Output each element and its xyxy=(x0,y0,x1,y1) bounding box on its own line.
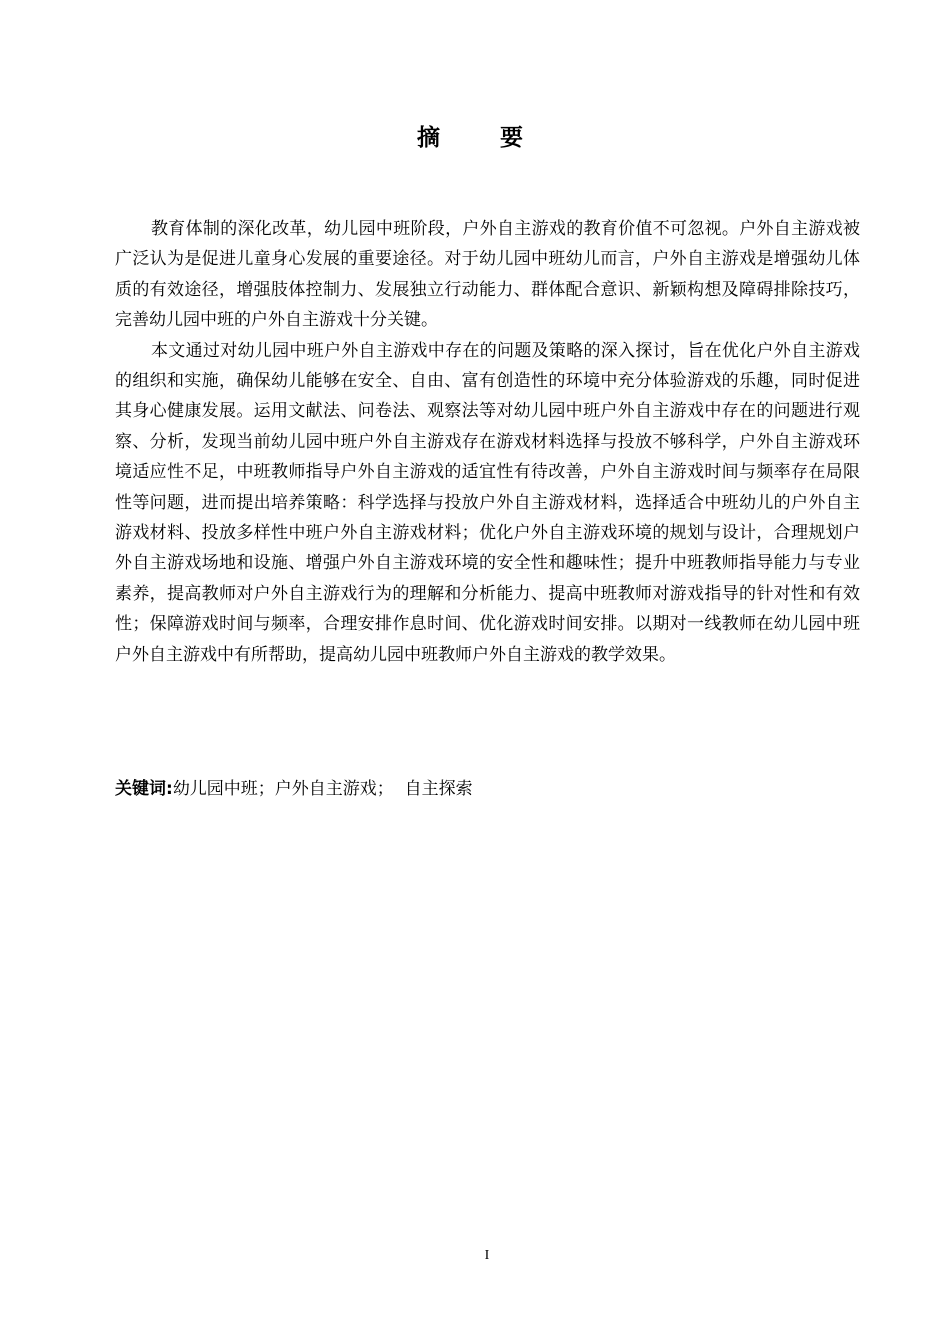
page-number: I xyxy=(484,1248,490,1263)
keywords-label: 关键词: xyxy=(115,779,173,799)
abstract-paragraph-1: 教育体制的深化改革，幼儿园中班阶段，户外自主游戏的教育价值不可忽视。户外自主游戏被广泛认为是促进儿童身心发展的重要途径。对于幼儿园中班幼儿而言，户外自主游戏是增强幼儿体质的有效途径，增强肢体控制力、发展独立行动能力、群体配合意识、新颖构想及障碍排除技巧，完善幼儿园中班的户外自主游戏十分关键。 xyxy=(115,219,860,331)
keywords-values: 幼儿园中班；户外自主游戏； 自主探索 xyxy=(172,779,473,799)
abstract-body xyxy=(115,214,860,670)
keywords-line xyxy=(115,774,860,804)
abstract-paragraph-2: 本文通过对幼儿园中班户外自主游戏中存在的问题及策略的深入探讨，旨在优化户外自主游戏的组织和实施，确保幼儿能够在安全、自由、富有创造性的环境中充分体验游戏的乐趣，同时促进其身心健康发展。运用文献法、问卷法、观察法等对幼儿园中班户外自主游戏中存在的问题进行观察、分析，发现当前幼儿园中班户外自主游戏存在游戏材料选择与投放不够科学，户外自主游戏环境适应性不足，中班教师指导户外自主游戏的适宜性有待改善，户外自主游戏时间与频率存在局限性等问题，进而提出培养策略：科学选择与投放户外自主游戏材料，选择适合中班幼儿的户外自主游戏材料、投放多样性中班户外自主游戏材料；优化户外自主游戏环境的规划与设计，合理规划户外自主游戏场地和设施、增强户外自主游戏环境的安全性和趣味性；提升中班教师指导能力与专业素养，提高教师对户外自主游戏行为的理解和分析能力、提高中班教师对游戏指导的针对性和有效性；保障游戏时间与频率，合理安排作息时间、优化游戏时间安排。以期对一线教师在幼儿园中班户外自主游戏中有所帮助，提高幼儿园中班教师户外自主游戏的教学效果。 xyxy=(115,340,860,665)
abstract-title: 摘 要 xyxy=(416,125,549,151)
